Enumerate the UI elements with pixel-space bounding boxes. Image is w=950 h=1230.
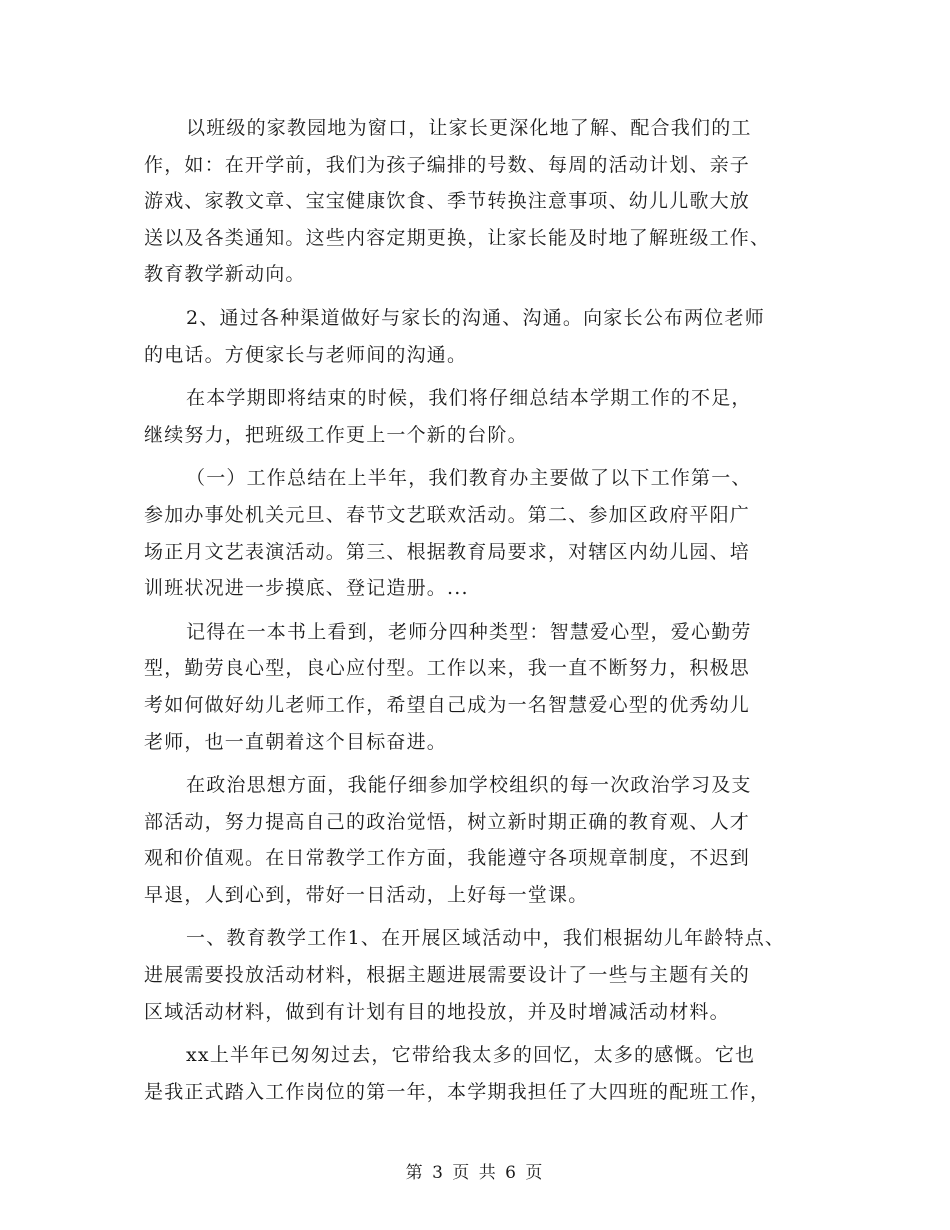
- text-line: 作，如：在开学前，我们为孩子编排的号数、每周的活动计划、亲子: [144, 153, 751, 176]
- paragraph: [144, 614, 844, 760]
- text-line: 部活动，努力提高自己的政治觉悟，树立新时期正确的教育观、人才: [144, 810, 751, 833]
- text-line: 训班状况进一步摸底、登记造册。...: [144, 577, 469, 600]
- text-line: 场正月文艺表演活动。第三、根据教育局要求，对辖区内幼儿园、培: [144, 540, 751, 563]
- text-line: 早退，人到心到，带好一日活动，上好每一堂课。: [144, 883, 589, 906]
- text-line: 是我正式踏入工作岗位的第一年，本学期我担任了大四班的配班工作，: [144, 1080, 771, 1103]
- text-line: 老师，也一直朝着这个目标奋进。: [144, 730, 448, 753]
- text-line: 继续努力，把班级工作更上一个新的台阶。: [144, 423, 528, 446]
- text-line: 区域活动材料，做到有计划有目的地投放，并及时增减活动材料。: [144, 1000, 730, 1023]
- text-line: 的电话。方便家长与老师间的沟通。: [144, 343, 468, 366]
- text-line: 游戏、家教文章、宝宝健康饮食、季节转换注意事项、幼儿儿歌大放: [144, 190, 751, 213]
- text-line: （一）工作总结在上半年，我们教育办主要做了以下工作第一、: [186, 467, 752, 490]
- page-number: 第 3 页 共 6 页: [405, 1163, 545, 1183]
- text-line: 在政治思想方面，我能仔细参加学校组织的每一次政治学习及支: [186, 774, 752, 797]
- text-line: 参加办事处机关元旦、春节文艺联欢活动。第二、参加区政府平阳广: [144, 503, 751, 526]
- text-line: 观和价值观。在日常教学工作方面，我能遵守各项规章制度，不迟到: [144, 847, 751, 870]
- text-line: 2、通过各种渠道做好与家长的沟通、沟通。向家长公布两位老师: [186, 306, 765, 329]
- text-line: 以班级的家教园地为窗口，让家长更深化地了解、配合我们的工: [186, 117, 752, 139]
- paragraph: [144, 460, 844, 606]
- paragraph: [144, 920, 844, 1030]
- text-line: xx上半年已匆匆过去，它带给我太多的回忆，太多的感慨。它也: [186, 1044, 756, 1067]
- text-line: 一、教育教学工作1、在开展区域活动中，我们根据幼儿年龄特点、: [186, 927, 786, 950]
- paragraph: [144, 1037, 844, 1110]
- text-line: 进展需要投放活动材料，根据主题进展需要设计了一些与主题有关的: [144, 964, 751, 987]
- text-line: 教育教学新动向。: [144, 263, 306, 286]
- text-line: 考如何做好幼儿老师工作，希望自己成为一名智慧爱心型的优秀幼儿: [144, 693, 751, 716]
- text-line: 记得在一本书上看到，老师分四种类型：智慧爱心型，爱心勤劳: [186, 620, 752, 643]
- text-line: 型，勤劳良心型，良心应付型。工作以来，我一直不断努力，积极思: [144, 657, 751, 680]
- paragraph: [144, 767, 844, 913]
- text-line: 送以及各类通知。这些内容定期更换，让家长能及时地了解班级工作、: [144, 226, 771, 249]
- document-body: [144, 110, 844, 1117]
- paragraph: [144, 300, 844, 373]
- text-line: 在本学期即将结束的时候，我们将仔细总结本学期工作的不足，: [186, 387, 752, 410]
- paragraph: [144, 110, 844, 293]
- paragraph: [144, 380, 844, 453]
